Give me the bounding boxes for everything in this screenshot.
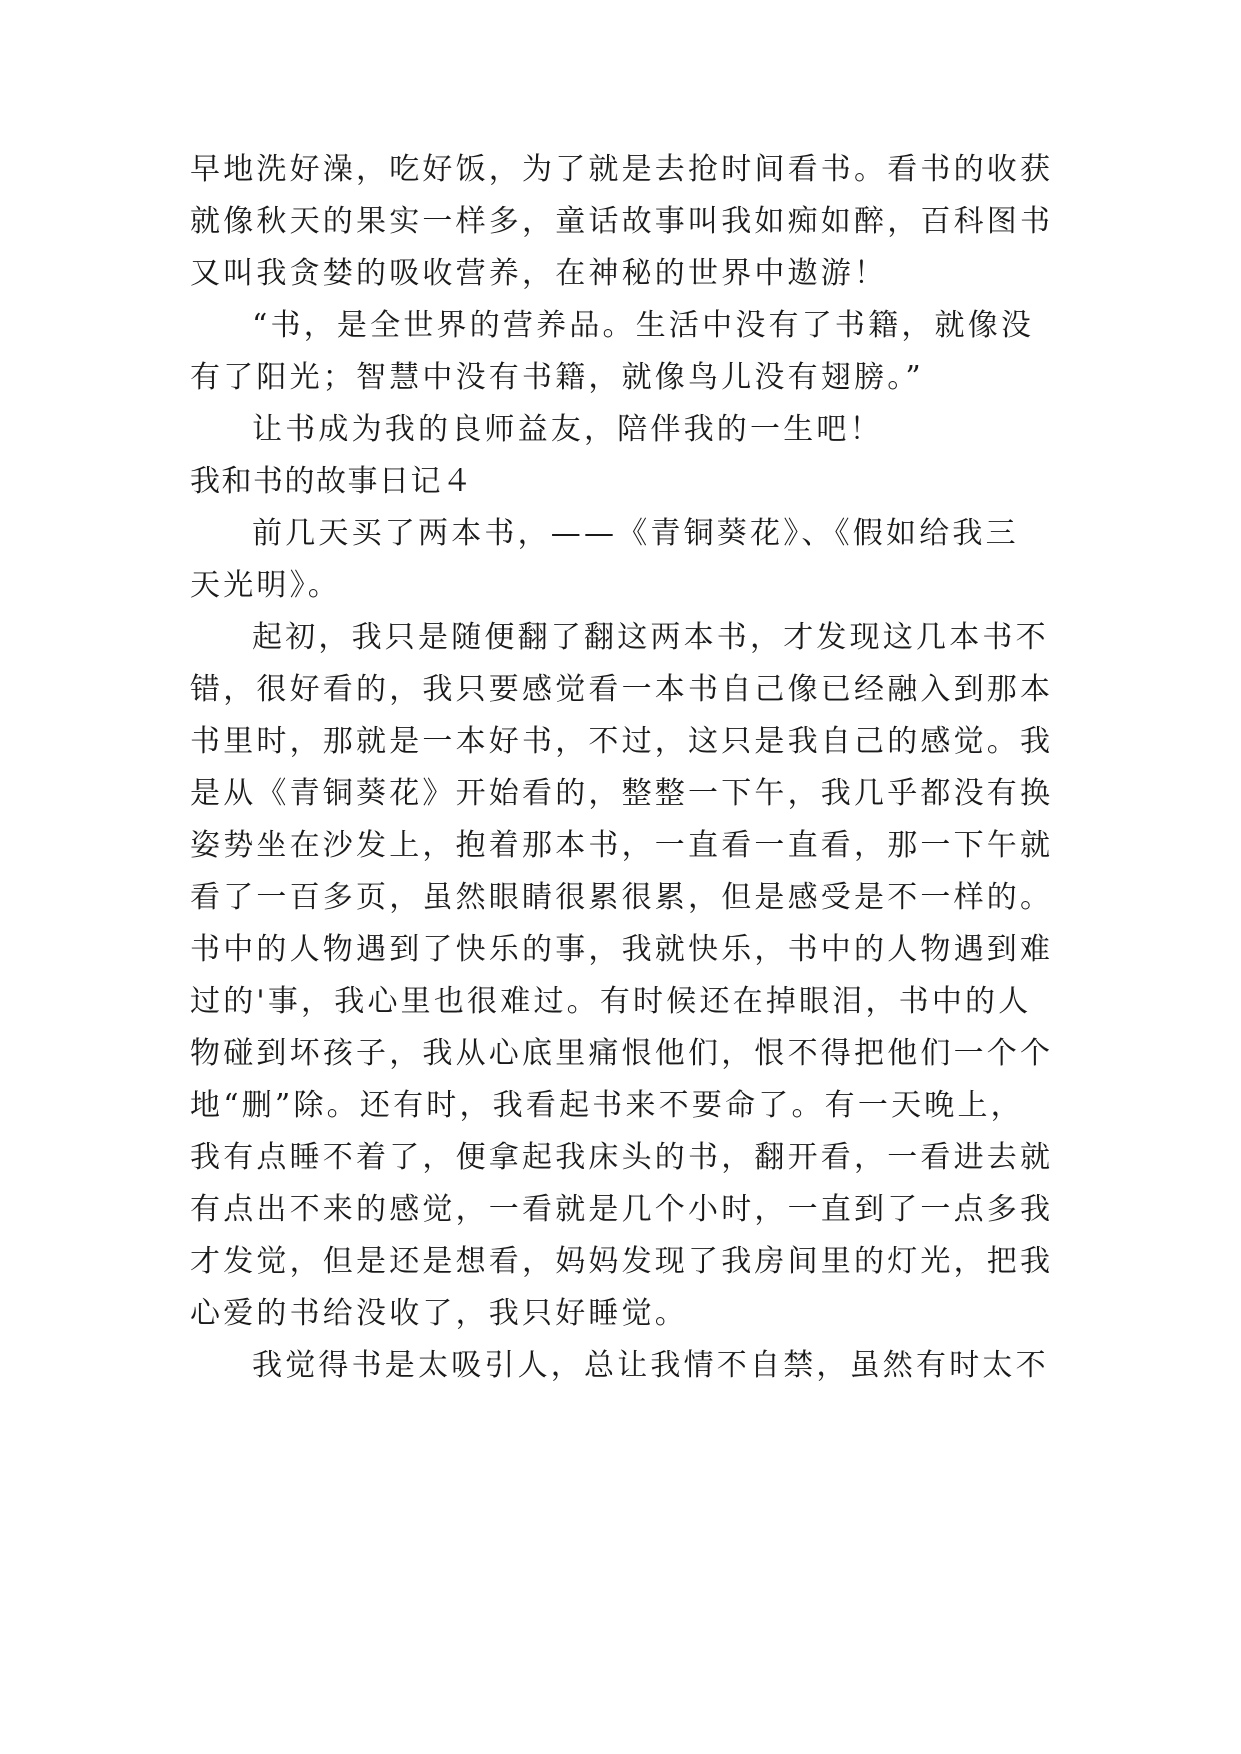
text-line: 物碰到坏孩子，我从心底里痛恨他们，恨不得把他们一个个 <box>190 1036 1054 1071</box>
paragraph-first-line: 起初，我只是随便翻了翻这两本书，才发现这几本书不 <box>252 620 1049 655</box>
text-line: 看了一百多页，虽然眼睛很累很累，但是感受是不一样的。 <box>190 880 1054 915</box>
text-line: 就像秋天的果实一样多，童话故事叫我如痴如醉，百科图书 <box>190 204 1054 239</box>
text-line: 错，很好看的，我只要感觉看一本书自己像已经融入到那本 <box>190 672 1054 707</box>
text-line: 才发觉，但是还是想看，妈妈发现了我房间里的灯光，把我 <box>190 1244 1054 1279</box>
text-line: 过的'事，我心里也很难过。有时候还在掉眼泪，书中的人 <box>190 984 1032 1019</box>
text-line: 姿势坐在沙发上，抱着那本书，一直看一直看，那一下午就 <box>190 828 1054 863</box>
text-line: 心爱的书给没收了，我只好睡觉。 <box>190 1296 688 1331</box>
section-heading: 我和书的故事日记４ <box>190 464 474 499</box>
text-line: 早地洗好澡，吃好饭，为了就是去抢时间看书。看书的收获 <box>190 152 1054 187</box>
paragraph-first-line: “书，是全世界的营养品。生活中没有了书籍，就像没 <box>252 308 1035 343</box>
paragraph-first-line: 让书成为我的良师益友，陪伴我的一生吧！ <box>252 412 883 447</box>
text-line: 书中的人物遇到了快乐的事，我就快乐，书中的人物遇到难 <box>190 932 1054 967</box>
text-line: 书里时，那就是一本好书，不过，这只是我自己的感觉。我 <box>190 724 1054 759</box>
text-line: 又叫我贪婪的吸收营养，在神秘的世界中遨游！ <box>190 256 888 291</box>
text-line: 是从《青铜葵花》开始看的，整整一下午，我几乎都没有换 <box>190 776 1054 811</box>
text-line: 地“删”除。还有时，我看起书来不要命了。有一天晚上， <box>190 1088 1024 1123</box>
text-line: 有点出不来的感觉，一看就是几个小时，一直到了一点多我 <box>190 1192 1054 1227</box>
text-line: 有了阳光；智慧中没有书籍，就像鸟儿没有翅膀。” <box>190 360 924 395</box>
text-line: 我有点睡不着了，便拿起我床头的书，翻开看，一看进去就 <box>190 1140 1054 1175</box>
paragraph-first-line: 前几天买了两本书，——《青铜葵花》、《假如给我三 <box>252 516 1019 551</box>
paragraph-first-line: 我觉得书是太吸引人，总让我情不自禁，虽然有时太不 <box>252 1348 1049 1383</box>
text-line: 天光明》。 <box>190 568 341 603</box>
